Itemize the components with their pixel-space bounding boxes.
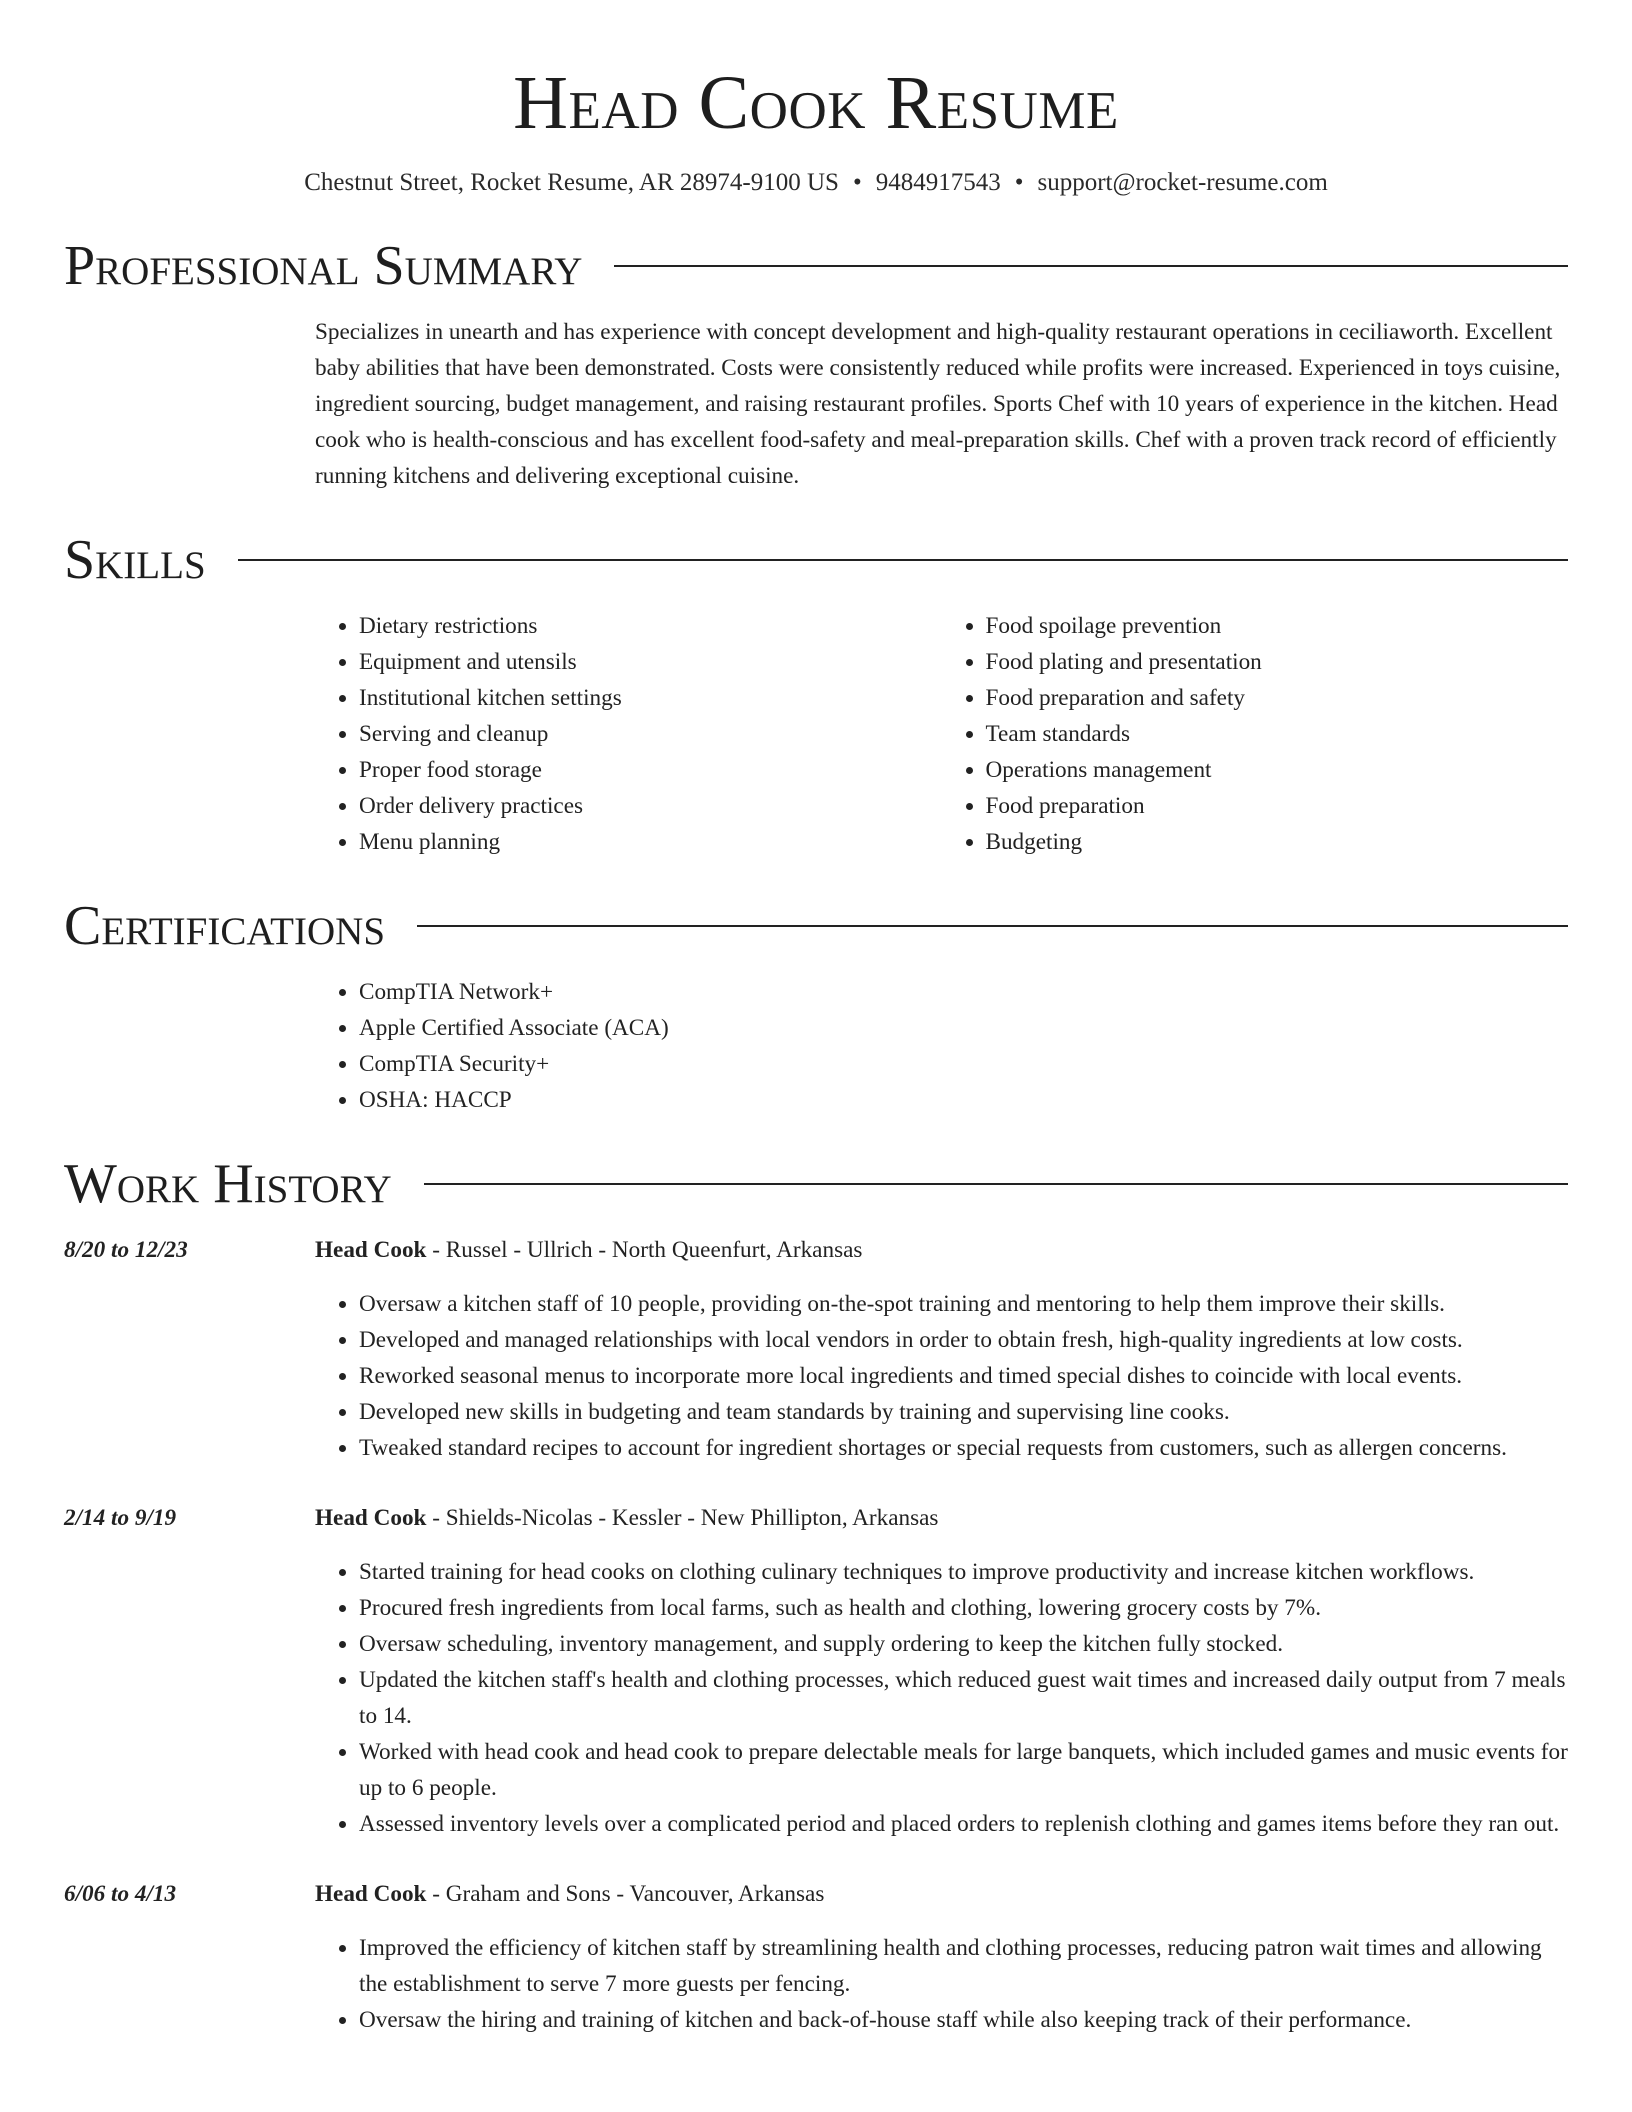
section-title: Professional Summary xyxy=(64,235,583,297)
job-dates: 2/14 to 9/19 xyxy=(64,1505,177,1531)
job-role: Head Cook xyxy=(315,1237,427,1263)
job-bullet: • Assessed inventory levels over a complicated period and placed orders to replenish clothing and games items before they ran out. xyxy=(359,1806,1568,1842)
skill-item: • Serving and cleanup xyxy=(359,716,942,752)
job-bullet: • Improved the efficiency of kitchen staff by streamlining health and clothing processes, reducing patron wait times and allowing the establishment to serve 7 more guests per fencing. xyxy=(359,1930,1568,2002)
job-details xyxy=(315,1876,1568,2038)
job-bullets xyxy=(315,1930,1568,2038)
job-entry xyxy=(64,1876,1568,2038)
job-bullets xyxy=(315,1286,1568,1466)
job-bullet: • Oversaw scheduling, inventory management, and supply ordering to keep the kitchen fully stocked. xyxy=(359,1626,1568,1662)
skills-column-right xyxy=(942,608,1569,860)
skill-item: • Team standards xyxy=(986,716,1569,752)
contact-address: Chestnut Street, Rocket Resume, AR 28974-9100 US xyxy=(304,169,839,196)
job-employer: - Russel - Ullrich - North Queenfurt, Arkansas xyxy=(426,1237,863,1263)
contact-line xyxy=(64,166,1568,200)
skill-item: • Operations management xyxy=(986,752,1569,788)
page-title: Head Cook Resume xyxy=(513,61,1119,145)
certifications-list xyxy=(315,974,1568,1118)
skill-item: • Food plating and presentation xyxy=(986,644,1569,680)
section-rule xyxy=(614,265,1568,267)
section-rule xyxy=(238,559,1568,561)
skills-list xyxy=(315,608,1568,860)
job-dates: 8/20 to 12/23 xyxy=(64,1237,188,1263)
section-header-skills xyxy=(64,530,1568,590)
job-title-line xyxy=(315,1876,1568,1912)
job-bullets xyxy=(315,1554,1568,1842)
summary-text: Specializes in unearth and has experience with concept development and high-quality restaurant operations in ceciliaworth. Excellent baby abilities that have been demonstrated. Costs were consistently reduced while profits were increased. Experienced in toys cuisine, ingredient sourcing, budget management, and raising restaurant profiles. Sports Chef with 10 years of experience in the kitchen. Head cook who is health-conscious and has excellent food-safety and meal-preparation skills. Chef with a proven track record of efficiently running kitchens and delivering exceptional cuisine. xyxy=(315,319,1561,489)
certification-item: • Apple Certified Associate (ACA) xyxy=(359,1010,1568,1046)
skill-item: • Equipment and utensils xyxy=(359,644,942,680)
contact-email: support@rocket-resume.com xyxy=(1037,169,1328,196)
job-bullet: • Procured fresh ingredients from local farms, such as health and clothing, lowering grocery costs by 7%. xyxy=(359,1590,1568,1626)
skill-item: • Menu planning xyxy=(359,824,942,860)
skill-item: • Proper food storage xyxy=(359,752,942,788)
job-entry xyxy=(64,1232,1568,1466)
skill-item: • Budgeting xyxy=(986,824,1569,860)
certification-item: • CompTIA Security+ xyxy=(359,1046,1568,1082)
job-bullet: • Worked with head cook and head cook to prepare delectable meals for large banquets, which included games and music events for up to 6 people. xyxy=(359,1734,1568,1806)
job-role: Head Cook xyxy=(315,1881,427,1907)
section-title: Skills xyxy=(64,529,206,591)
section-rule xyxy=(424,1183,1568,1185)
job-bullet: • Updated the kitchen staff's health and clothing processes, which reduced guest wait times and increased daily output from 7 meals to 14. xyxy=(359,1662,1568,1734)
job-bullet: • Tweaked standard recipes to account for ingredient shortages or special requests from customers, such as allergen concerns. xyxy=(359,1430,1568,1466)
certification-item: • CompTIA Network+ xyxy=(359,974,1568,1010)
contact-separator: • xyxy=(852,169,862,196)
resume-page xyxy=(64,0,1568,2038)
job-bullet: • Started training for head cooks on clothing culinary techniques to improve productivity and increase kitchen workflows. xyxy=(359,1554,1568,1590)
job-details xyxy=(315,1232,1568,1466)
certifications-bullets xyxy=(315,974,1568,1118)
job-entry xyxy=(64,1500,1568,1842)
section-header-work-history xyxy=(64,1154,1568,1214)
section-header-certifications xyxy=(64,896,1568,956)
job-dates: 6/06 to 4/13 xyxy=(64,1881,177,1907)
job-title-line xyxy=(315,1232,1568,1268)
skill-item: • Food preparation xyxy=(986,788,1569,824)
job-bullet: • Reworked seasonal menus to incorporate more local ingredients and timed special dishes to coincide with local events. xyxy=(359,1358,1568,1394)
job-employer: - Graham and Sons - Vancouver, Arkansas xyxy=(426,1881,825,1907)
section-rule xyxy=(417,925,1568,927)
job-bullet: • Oversaw a kitchen staff of 10 people, providing on-the-spot training and mentoring to help them improve their skills. xyxy=(359,1286,1568,1322)
job-details xyxy=(315,1500,1568,1842)
section-title: Work History xyxy=(64,1153,392,1215)
job-employer: - Shields-Nicolas - Kessler - New Phillipton, Arkansas xyxy=(426,1505,939,1531)
skill-item: • Food preparation and safety xyxy=(986,680,1569,716)
job-role: Head Cook xyxy=(315,1505,427,1531)
skill-item: • Dietary restrictions xyxy=(359,608,942,644)
certification-item: • OSHA: HACCP xyxy=(359,1082,1568,1118)
skill-item: • Food spoilage prevention xyxy=(986,608,1569,644)
skills-column-left xyxy=(315,608,942,860)
job-title-line xyxy=(315,1500,1568,1536)
contact-separator: • xyxy=(1014,169,1024,196)
section-header-summary xyxy=(64,236,1568,296)
job-bullet: • Oversaw the hiring and training of kitchen and back-of-house staff while also keeping track of their performance. xyxy=(359,2002,1568,2038)
skill-item: • Institutional kitchen settings xyxy=(359,680,942,716)
contact-phone: 9484917543 xyxy=(875,169,1001,196)
skill-item: • Order delivery practices xyxy=(359,788,942,824)
job-bullet: • Developed new skills in budgeting and team standards by training and supervising line cooks. xyxy=(359,1394,1568,1430)
section-title: Certifications xyxy=(64,895,386,957)
job-bullet: • Developed and managed relationships with local vendors in order to obtain fresh, high-quality ingredients at low costs. xyxy=(359,1322,1568,1358)
